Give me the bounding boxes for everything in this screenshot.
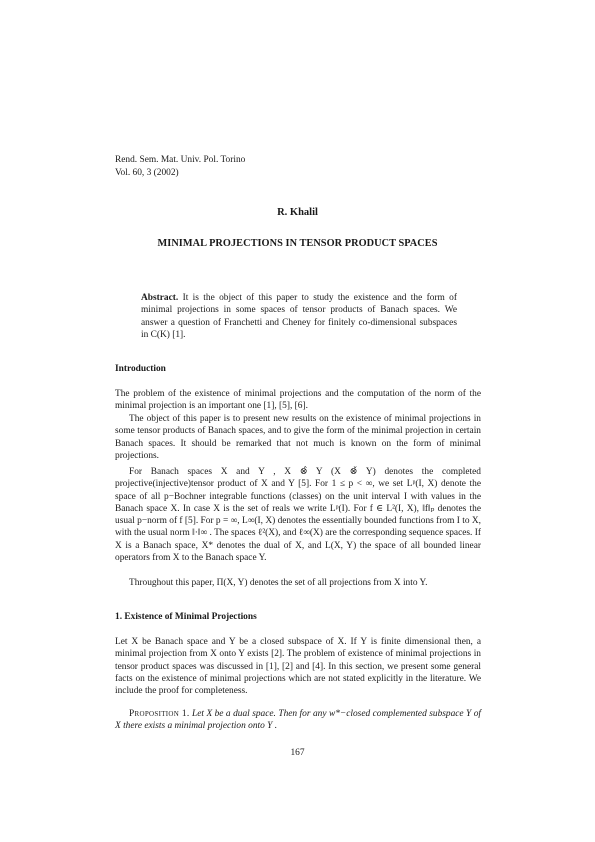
author-name: R. Khalil	[277, 207, 318, 218]
journal-volume: Vol. 60, 3 (2002)	[115, 167, 179, 178]
proposition-1	[115, 708, 481, 733]
intro-paragraph-2: The object of this paper is to present new results on the existence of minimal projections in some tensor products of Banach spaces, and to give the form of the minimal projection in certain Banach spaces. It should be remarked that not much is known on the form of minimal projections.	[115, 414, 481, 461]
section-1-heading: 1. Existence of Minimal Projections	[115, 612, 257, 622]
page-number: 167	[290, 748, 305, 758]
intro-paragraph-1: The problem of the existence of minimal projections and the computation of the norm of the minimal projection is an important one [1], [5], [6].	[115, 389, 481, 412]
proposition-label: Proposition 1.	[129, 709, 190, 719]
abstract-label: Abstract.	[141, 293, 179, 303]
section-1-paragraph-1: Let X be Banach space and Y be a closed subspace of X. If Y is finite dimensional then, a minimal projection from X onto Y exists [2]. The problem of existence of minimal projections in tensor product spaces was discussed in [1], [2] and [4]. In this section, we present some general facts on the existence of minimal projections which are not stated explicitly in the literature. We include the proof for completeness.	[115, 637, 481, 697]
journal-name: Rend. Sem. Mat. Univ. Pol. Torino	[115, 155, 246, 165]
introduction-heading: Introduction	[115, 364, 166, 374]
abstract-text: It is the object of this paper to study the existence and the form of minimal projections in some spaces of tensor products of Banach spaces. We answer a question of Franchetti and Cheney for finitely co-dimensional subspaces in C(K) [1].	[141, 293, 457, 341]
journal-header	[115, 154, 245, 179]
abstract-block	[141, 292, 457, 342]
intro-paragraph-4: Throughout this paper, Π(X, Y) denotes the set of all projections from X into Y.	[129, 578, 428, 588]
proposition-text: Let X be a dual space. Then for any w*−closed complemented subspace Y of X there exists a minimal projection onto Y .	[115, 709, 482, 732]
intro-paragraph-3: For Banach spaces X and Y , X ⊗̂ Y (X ⊗̌ Y) denotes the completed projective(injective)tensor product of X and Y [5]. For 1 ≤ p < ∞, we set Lᵖ(I, X) denote the space of all p−Bochner integrable functions (classes) on the unit interval I with values in the Banach space X. In case X is the set of reals we write Lᵖ(I). For f ∈ L²(I, X), ‖f‖ₚ denotes the usual p−norm of f [5]. For p = ∞, L∞(I, X) denotes the essentially bounded functions from I to X, with the usual norm ‖·‖∞ . The spaces ℓ²(X), and ℓ∞(X) are the corresponding sequence spaces. If X is a Banach space, X* denotes the dual of X, and L(X, Y) the space of all bounded linear operators from X to the Banach space Y.	[115, 467, 481, 564]
paper-title: MINIMAL PROJECTIONS IN TENSOR PRODUCT SPACES	[157, 238, 438, 249]
